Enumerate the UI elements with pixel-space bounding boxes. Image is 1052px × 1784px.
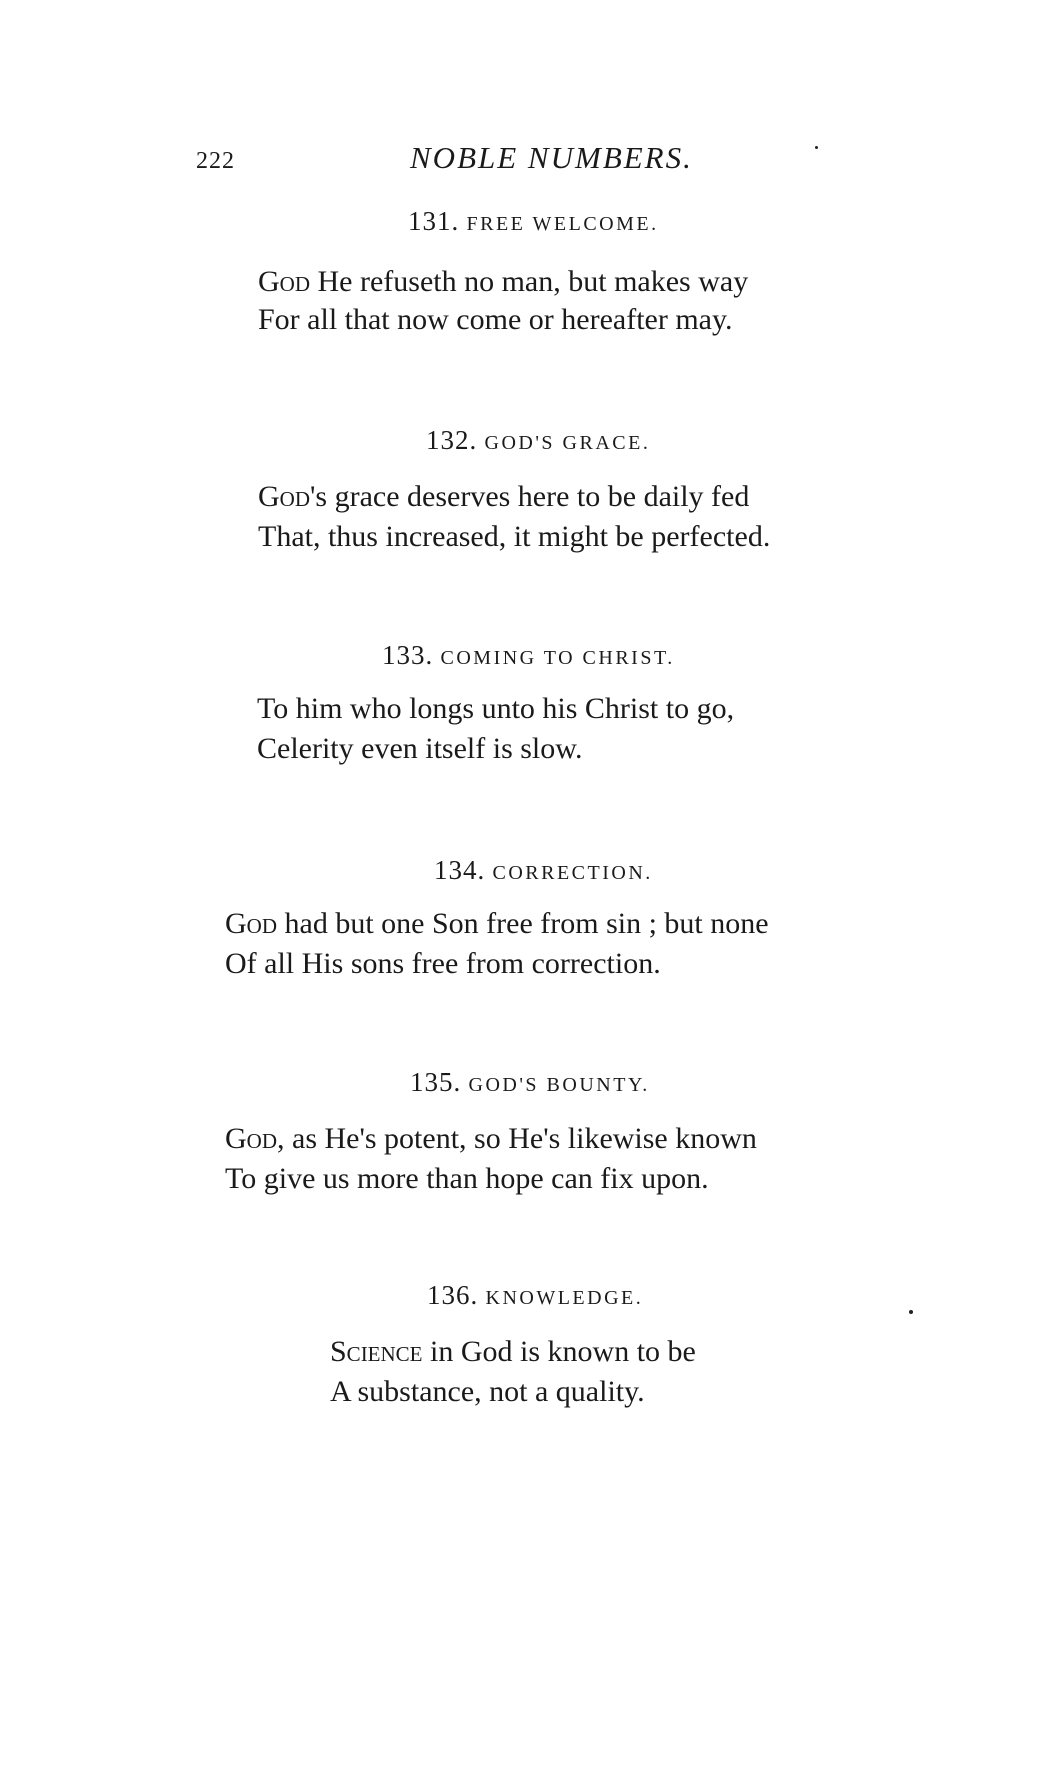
poem-line <box>257 732 583 766</box>
poem-number: 135. <box>410 1067 462 1097</box>
poem-number: 134. <box>434 855 486 885</box>
poem-title-text: GOD'S GRACE. <box>484 432 651 454</box>
poem-title-text: COMING TO CHRIST. <box>440 647 675 669</box>
line-text: had but one Son free from sin ; but none <box>277 907 769 940</box>
line-text: To give us more than hope can fix upon. <box>225 1162 709 1195</box>
poem-title <box>434 855 653 886</box>
scan-speck <box>909 1310 913 1314</box>
poem-number: 133. <box>382 640 434 670</box>
line-text: 's grace deserves here to be daily fed <box>310 480 750 513</box>
poem-title <box>426 425 650 456</box>
poem-number: 136. <box>427 1280 479 1310</box>
line-lead: God <box>225 1122 277 1155</box>
line-text: He refuseth no man, but makes way <box>310 265 749 298</box>
line-lead: God <box>225 907 277 940</box>
poem-line <box>258 303 733 337</box>
running-title: NOBLE NUMBERS. <box>410 140 693 175</box>
line-text: A substance, not a quality. <box>330 1375 645 1408</box>
line-lead: God <box>258 265 310 298</box>
poem-line <box>258 520 770 554</box>
poem-number: 132. <box>426 425 478 455</box>
poem-line <box>257 692 734 726</box>
poem-title-text: CORRECTION. <box>492 862 653 884</box>
poem-line <box>330 1375 645 1409</box>
poem-line <box>225 907 769 941</box>
poem-line <box>330 1335 696 1369</box>
poem-title-text: FREE WELCOME. <box>466 213 659 235</box>
line-text: in God is known to be <box>422 1335 696 1368</box>
poem-line <box>225 1162 709 1196</box>
page-number: 222 <box>196 148 235 174</box>
line-lead: God <box>258 480 310 513</box>
poem-title <box>410 1067 650 1098</box>
line-text: Celerity even itself is slow. <box>257 732 583 765</box>
line-text: That, thus increased, it might be perfected. <box>258 520 771 553</box>
scan-speck <box>815 146 818 149</box>
poem-title-text: GOD'S BOUNTY. <box>468 1074 650 1096</box>
poem-line <box>258 265 748 299</box>
poem-title <box>382 640 675 671</box>
line-text: Of all His sons free from correction. <box>225 947 661 980</box>
poem-line <box>225 1122 757 1156</box>
line-text: For all that now come or hereafter may. <box>258 303 733 336</box>
poem-line <box>258 480 749 514</box>
line-text: , as He's potent, so He's likewise known <box>277 1122 757 1155</box>
poem-title-text: KNOWLEDGE. <box>485 1287 644 1309</box>
poem-title <box>427 1280 643 1311</box>
line-text: To him who longs unto his Christ to go, <box>257 692 735 725</box>
line-lead: Science <box>330 1335 423 1368</box>
poem-line <box>225 947 661 981</box>
poem-number: 131. <box>408 206 460 236</box>
poem-title <box>408 206 659 237</box>
